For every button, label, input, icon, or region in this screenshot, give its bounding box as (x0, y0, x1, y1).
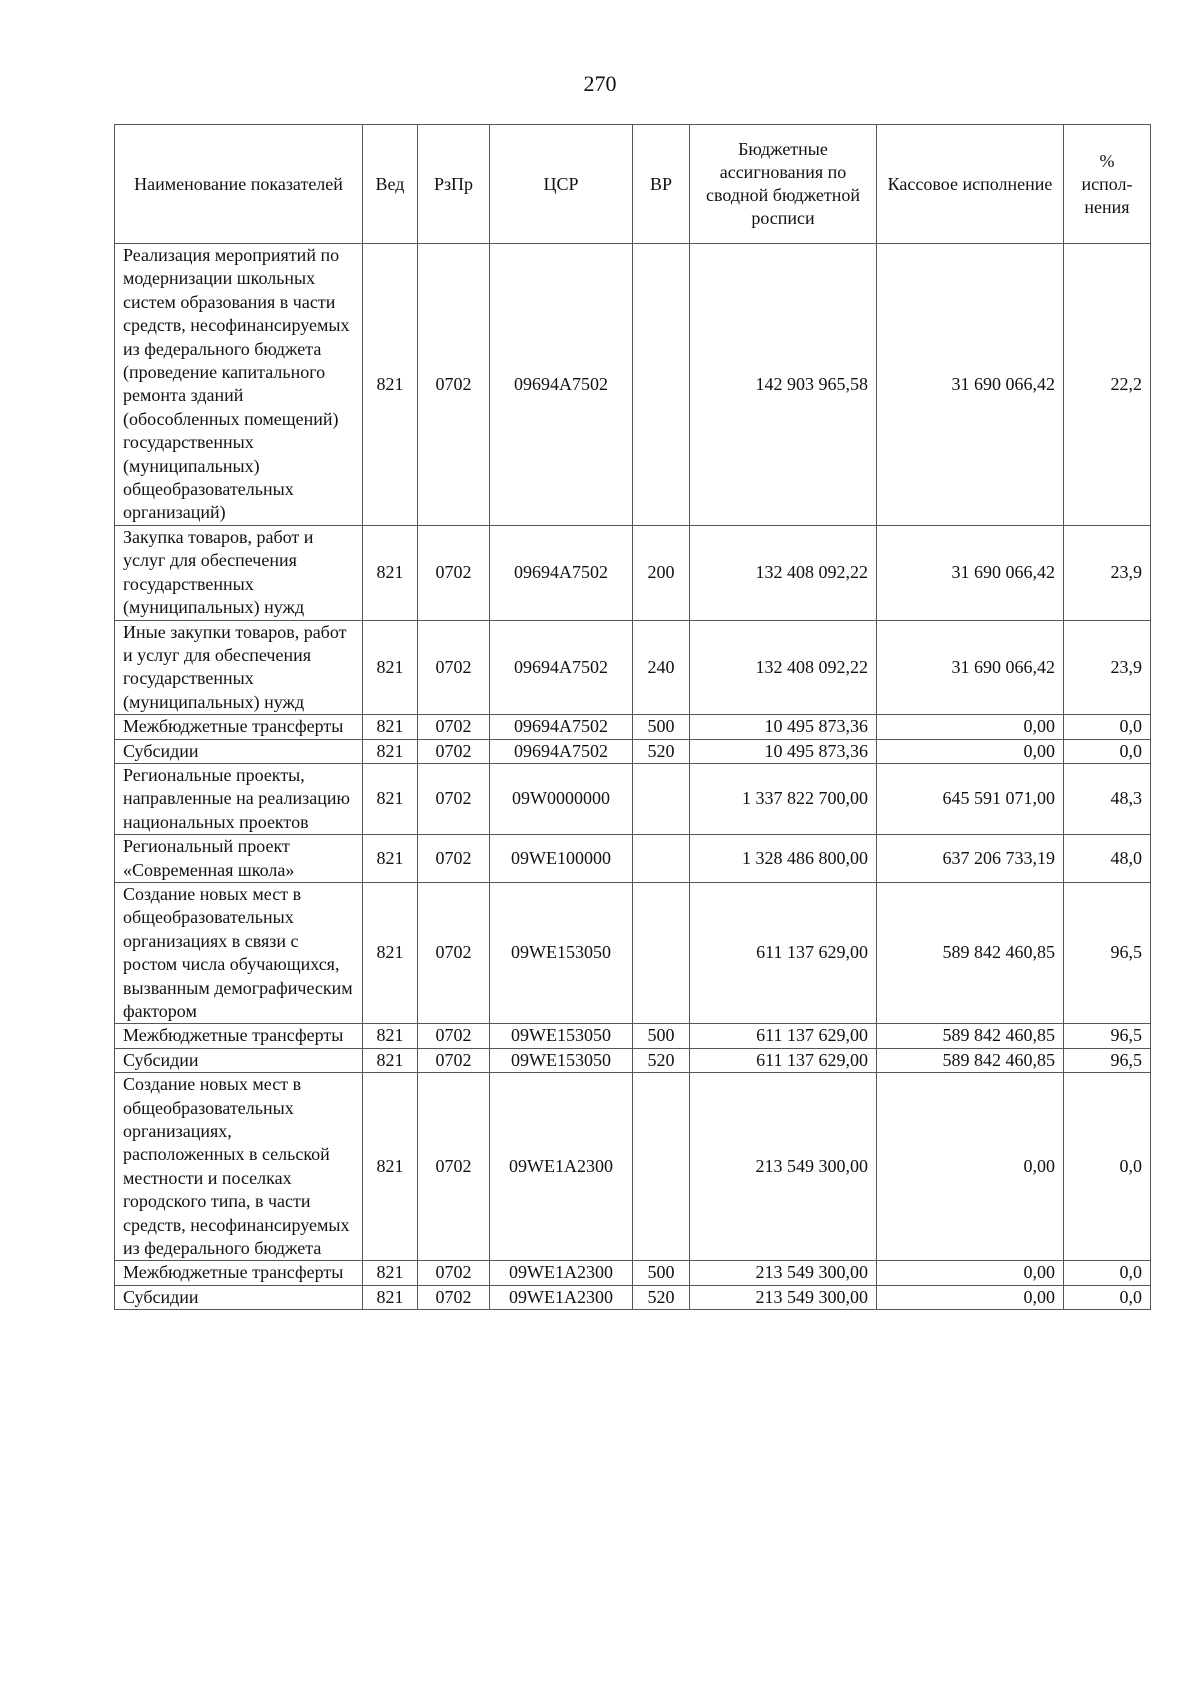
cell-ved: 821 (363, 715, 418, 739)
budget-table (114, 124, 1151, 1310)
cell-percent: 22,2 (1064, 244, 1151, 526)
cell-csr: 09WE100000 (490, 835, 633, 883)
cell-ved: 821 (363, 1024, 418, 1048)
cell-assignments: 213 549 300,00 (690, 1261, 877, 1285)
table-row (115, 739, 1151, 763)
cell-vr: 500 (633, 1024, 690, 1048)
table-row (115, 1024, 1151, 1048)
cell-ved: 821 (363, 882, 418, 1023)
cell-name: Межбюджетные трансферты (115, 1024, 363, 1048)
cell-vr (633, 882, 690, 1023)
table-row (115, 1261, 1151, 1285)
cell-name: Иные закупки товаров, работ и услуг для обеспечения государственных (муниципальных) нужд (115, 620, 363, 715)
cell-csr: 09WE153050 (490, 1024, 633, 1048)
table-row (115, 244, 1151, 526)
cell-rzpr: 0702 (418, 835, 490, 883)
cell-name: Региональный проект «Современная школа» (115, 835, 363, 883)
page-number: 270 (583, 71, 617, 96)
cell-assignments: 611 137 629,00 (690, 1024, 877, 1048)
cell-execution: 589 842 460,85 (877, 882, 1064, 1023)
table-row (115, 715, 1151, 739)
cell-rzpr: 0702 (418, 525, 490, 620)
cell-assignments: 142 903 965,58 (690, 244, 877, 526)
cell-ved: 821 (363, 1073, 418, 1261)
cell-execution: 637 206 733,19 (877, 835, 1064, 883)
cell-assignments: 1 328 486 800,00 (690, 835, 877, 883)
header-execution: Кассовое исполнение (877, 125, 1064, 244)
header-assignments: Бюджетные ассигнования по сводной бюджетной росписи (690, 125, 877, 244)
table-row (115, 763, 1151, 834)
cell-csr: 09WE1A2300 (490, 1261, 633, 1285)
cell-name: Закупка товаров, работ и услуг для обеспечения государственных (муниципальных) нужд (115, 525, 363, 620)
cell-rzpr: 0702 (418, 1261, 490, 1285)
cell-csr: 09WE1A2300 (490, 1073, 633, 1261)
cell-name: Реализация мероприятий по модернизации школьных систем образования в части средств, несофинансируемых из федерального бюджета (проведение капитального ремонта зданий (обособленных помещений) государственных (муниципальных) общеобразовательных организаций) (115, 244, 363, 526)
cell-assignments: 10 495 873,36 (690, 739, 877, 763)
cell-percent: 96,5 (1064, 1048, 1151, 1072)
cell-assignments: 10 495 873,36 (690, 715, 877, 739)
header-name: Наименование показателей (115, 125, 363, 244)
cell-percent: 0,0 (1064, 739, 1151, 763)
cell-execution: 589 842 460,85 (877, 1048, 1064, 1072)
cell-assignments: 611 137 629,00 (690, 882, 877, 1023)
cell-rzpr: 0702 (418, 763, 490, 834)
cell-assignments: 611 137 629,00 (690, 1048, 877, 1072)
cell-ved: 821 (363, 244, 418, 526)
cell-assignments: 132 408 092,22 (690, 525, 877, 620)
header-row (115, 125, 1151, 244)
table-row (115, 1285, 1151, 1309)
cell-rzpr: 0702 (418, 1285, 490, 1309)
cell-csr: 09694A7502 (490, 620, 633, 715)
cell-ved: 821 (363, 763, 418, 834)
cell-vr (633, 244, 690, 526)
cell-ved: 821 (363, 739, 418, 763)
cell-execution: 0,00 (877, 1285, 1064, 1309)
cell-csr: 09W0000000 (490, 763, 633, 834)
cell-percent: 96,5 (1064, 1024, 1151, 1048)
cell-rzpr: 0702 (418, 244, 490, 526)
cell-execution: 0,00 (877, 739, 1064, 763)
header-rzpr: РзПр (418, 125, 490, 244)
table-row (115, 835, 1151, 883)
cell-assignments: 213 549 300,00 (690, 1073, 877, 1261)
cell-vr: 520 (633, 1048, 690, 1072)
cell-rzpr: 0702 (418, 739, 490, 763)
cell-execution: 0,00 (877, 1261, 1064, 1285)
cell-rzpr: 0702 (418, 1048, 490, 1072)
cell-name: Региональные проекты, направленные на реализацию национальных проектов (115, 763, 363, 834)
cell-vr: 200 (633, 525, 690, 620)
cell-name: Межбюджетные трансферты (115, 715, 363, 739)
table-row (115, 1048, 1151, 1072)
cell-csr: 09694A7502 (490, 739, 633, 763)
cell-percent: 23,9 (1064, 620, 1151, 715)
header-percent: % испол-нения (1064, 125, 1151, 244)
cell-percent: 0,0 (1064, 1285, 1151, 1309)
cell-percent: 96,5 (1064, 882, 1151, 1023)
cell-execution: 0,00 (877, 1073, 1064, 1261)
cell-percent: 48,3 (1064, 763, 1151, 834)
table-row (115, 1073, 1151, 1261)
cell-rzpr: 0702 (418, 715, 490, 739)
cell-assignments: 1 337 822 700,00 (690, 763, 877, 834)
cell-vr: 500 (633, 1261, 690, 1285)
cell-execution: 31 690 066,42 (877, 525, 1064, 620)
cell-vr (633, 763, 690, 834)
cell-rzpr: 0702 (418, 882, 490, 1023)
cell-ved: 821 (363, 620, 418, 715)
cell-ved: 821 (363, 1261, 418, 1285)
cell-assignments: 132 408 092,22 (690, 620, 877, 715)
cell-execution: 589 842 460,85 (877, 1024, 1064, 1048)
cell-name: Субсидии (115, 1048, 363, 1072)
cell-csr: 09694A7502 (490, 715, 633, 739)
cell-name: Создание новых мест в общеобразовательных организациях в связи с ростом числа обучающихся, вызванным демографическим фактором (115, 882, 363, 1023)
cell-percent: 0,0 (1064, 715, 1151, 739)
cell-vr: 520 (633, 1285, 690, 1309)
header-vr: ВР (633, 125, 690, 244)
cell-rzpr: 0702 (418, 620, 490, 715)
cell-vr: 500 (633, 715, 690, 739)
cell-csr: 09WE153050 (490, 1048, 633, 1072)
cell-vr: 520 (633, 739, 690, 763)
cell-percent: 0,0 (1064, 1073, 1151, 1261)
cell-name: Межбюджетные трансферты (115, 1261, 363, 1285)
header-ved: Вед (363, 125, 418, 244)
cell-execution: 31 690 066,42 (877, 620, 1064, 715)
table-row (115, 882, 1151, 1023)
cell-name: Субсидии (115, 739, 363, 763)
cell-execution: 645 591 071,00 (877, 763, 1064, 834)
table-row (115, 525, 1151, 620)
cell-name: Субсидии (115, 1285, 363, 1309)
cell-csr: 09694A7502 (490, 244, 633, 526)
cell-percent: 0,0 (1064, 1261, 1151, 1285)
cell-vr (633, 835, 690, 883)
header-csr: ЦСР (490, 125, 633, 244)
cell-name: Создание новых мест в общеобразовательных организациях, расположенных в сельской местности и поселках городского типа, в части средств, несофинансируемых из федерального бюджета (115, 1073, 363, 1261)
table-row (115, 620, 1151, 715)
cell-execution: 0,00 (877, 715, 1064, 739)
cell-assignments: 213 549 300,00 (690, 1285, 877, 1309)
cell-percent: 23,9 (1064, 525, 1151, 620)
cell-ved: 821 (363, 1048, 418, 1072)
cell-csr: 09WE153050 (490, 882, 633, 1023)
cell-execution: 31 690 066,42 (877, 244, 1064, 526)
cell-rzpr: 0702 (418, 1024, 490, 1048)
cell-csr: 09694A7502 (490, 525, 633, 620)
cell-ved: 821 (363, 525, 418, 620)
cell-vr: 240 (633, 620, 690, 715)
cell-ved: 821 (363, 1285, 418, 1309)
cell-vr (633, 1073, 690, 1261)
cell-rzpr: 0702 (418, 1073, 490, 1261)
cell-percent: 48,0 (1064, 835, 1151, 883)
cell-csr: 09WE1A2300 (490, 1285, 633, 1309)
cell-ved: 821 (363, 835, 418, 883)
